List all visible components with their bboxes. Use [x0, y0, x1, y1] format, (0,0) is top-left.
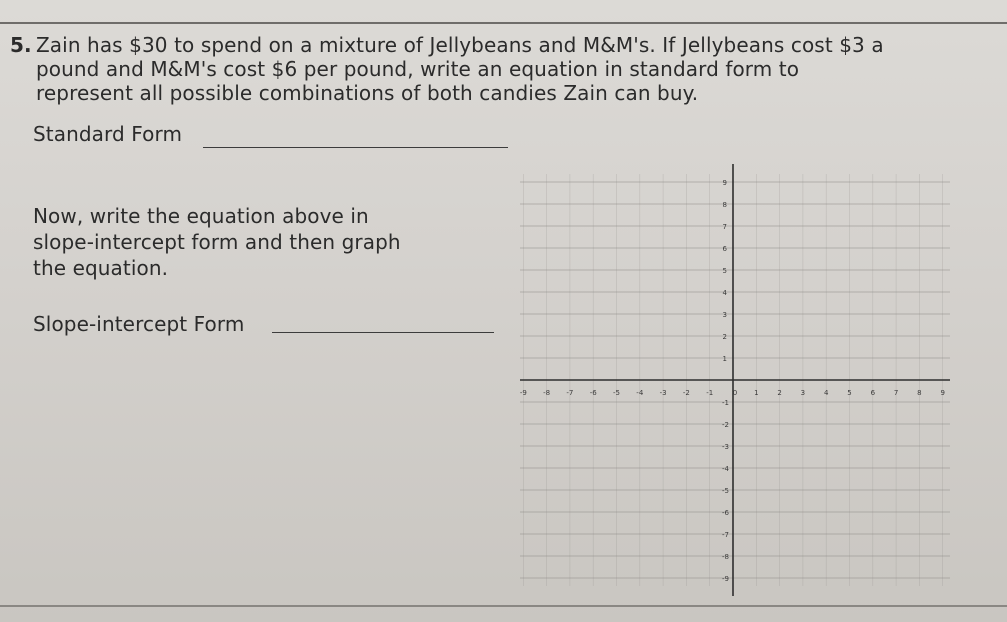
standard-form-answer-line[interactable] — [203, 147, 508, 148]
slope-intercept-label: Slope-intercept Form — [33, 312, 245, 336]
y-tick-label: 9 — [722, 179, 727, 187]
y-tick-label: 7 — [722, 223, 727, 231]
question-line-2: pound and M&M's cost $6 per pound, write an equation in standard form to — [36, 57, 800, 81]
x-tick-label: -6 — [589, 389, 597, 397]
x-tick-label: 2 — [777, 389, 782, 397]
top-border — [0, 22, 1007, 24]
y-tick-label: -6 — [722, 509, 729, 517]
x-tick-label: 7 — [893, 389, 899, 397]
x-tick-label: -7 — [566, 389, 574, 397]
instructions-line-2: slope-intercept form and then graph — [33, 230, 401, 254]
instructions-line-3: the equation. — [33, 256, 169, 280]
standard-form-label: Standard Form — [33, 122, 183, 146]
x-tick-label: -1 — [706, 389, 714, 397]
x-tick-label: -2 — [682, 389, 690, 397]
y-tick-label: 5 — [722, 267, 727, 275]
x-tick-label: 5 — [847, 389, 852, 397]
x-tick-label: -3 — [659, 389, 667, 397]
x-tick-label: 8 — [917, 389, 922, 397]
y-tick-label: -5 — [722, 487, 729, 495]
y-tick-label: 1 — [722, 355, 727, 363]
y-tick-label: 3 — [722, 311, 727, 319]
x-tick-label: 6 — [870, 389, 876, 397]
y-tick-label: -2 — [722, 421, 729, 429]
x-tick-label: 4 — [823, 389, 829, 397]
question-line-3: represent all possible combinations of both candies Zain can buy. — [36, 81, 699, 105]
x-tick-label: 1 — [754, 389, 759, 397]
question-number: 5. — [10, 33, 32, 57]
y-tick-label: 4 — [722, 289, 727, 297]
y-tick-label: -8 — [722, 553, 729, 561]
x-tick-label: -9 — [520, 389, 527, 397]
y-tick-label: -9 — [722, 575, 729, 583]
slope-intercept-answer-line[interactable] — [272, 332, 494, 333]
y-tick-label: -7 — [722, 531, 729, 539]
y-tick-label: 8 — [722, 201, 727, 209]
bottom-border — [0, 605, 1007, 607]
y-tick-label: -1 — [722, 399, 729, 407]
x-tick-label: -5 — [613, 389, 620, 397]
x-tick-label: 0 — [732, 389, 738, 397]
y-tick-label: 2 — [722, 333, 727, 341]
y-tick-label: -4 — [722, 465, 729, 473]
x-tick-label: 9 — [940, 389, 945, 397]
question-line-1: Zain has $30 to spend on a mixture of Jellybeans and M&M's. If Jellybeans cost $3 a — [36, 33, 884, 57]
y-tick-label: -3 — [722, 443, 729, 451]
x-tick-label: -8 — [543, 389, 551, 397]
coordinate-grid[interactable] — [520, 160, 950, 600]
y-tick-label: 6 — [722, 245, 727, 253]
x-tick-label: -4 — [636, 389, 644, 397]
x-tick-label: 3 — [800, 389, 806, 397]
instructions-line-1: Now, write the equation above in — [33, 204, 369, 228]
